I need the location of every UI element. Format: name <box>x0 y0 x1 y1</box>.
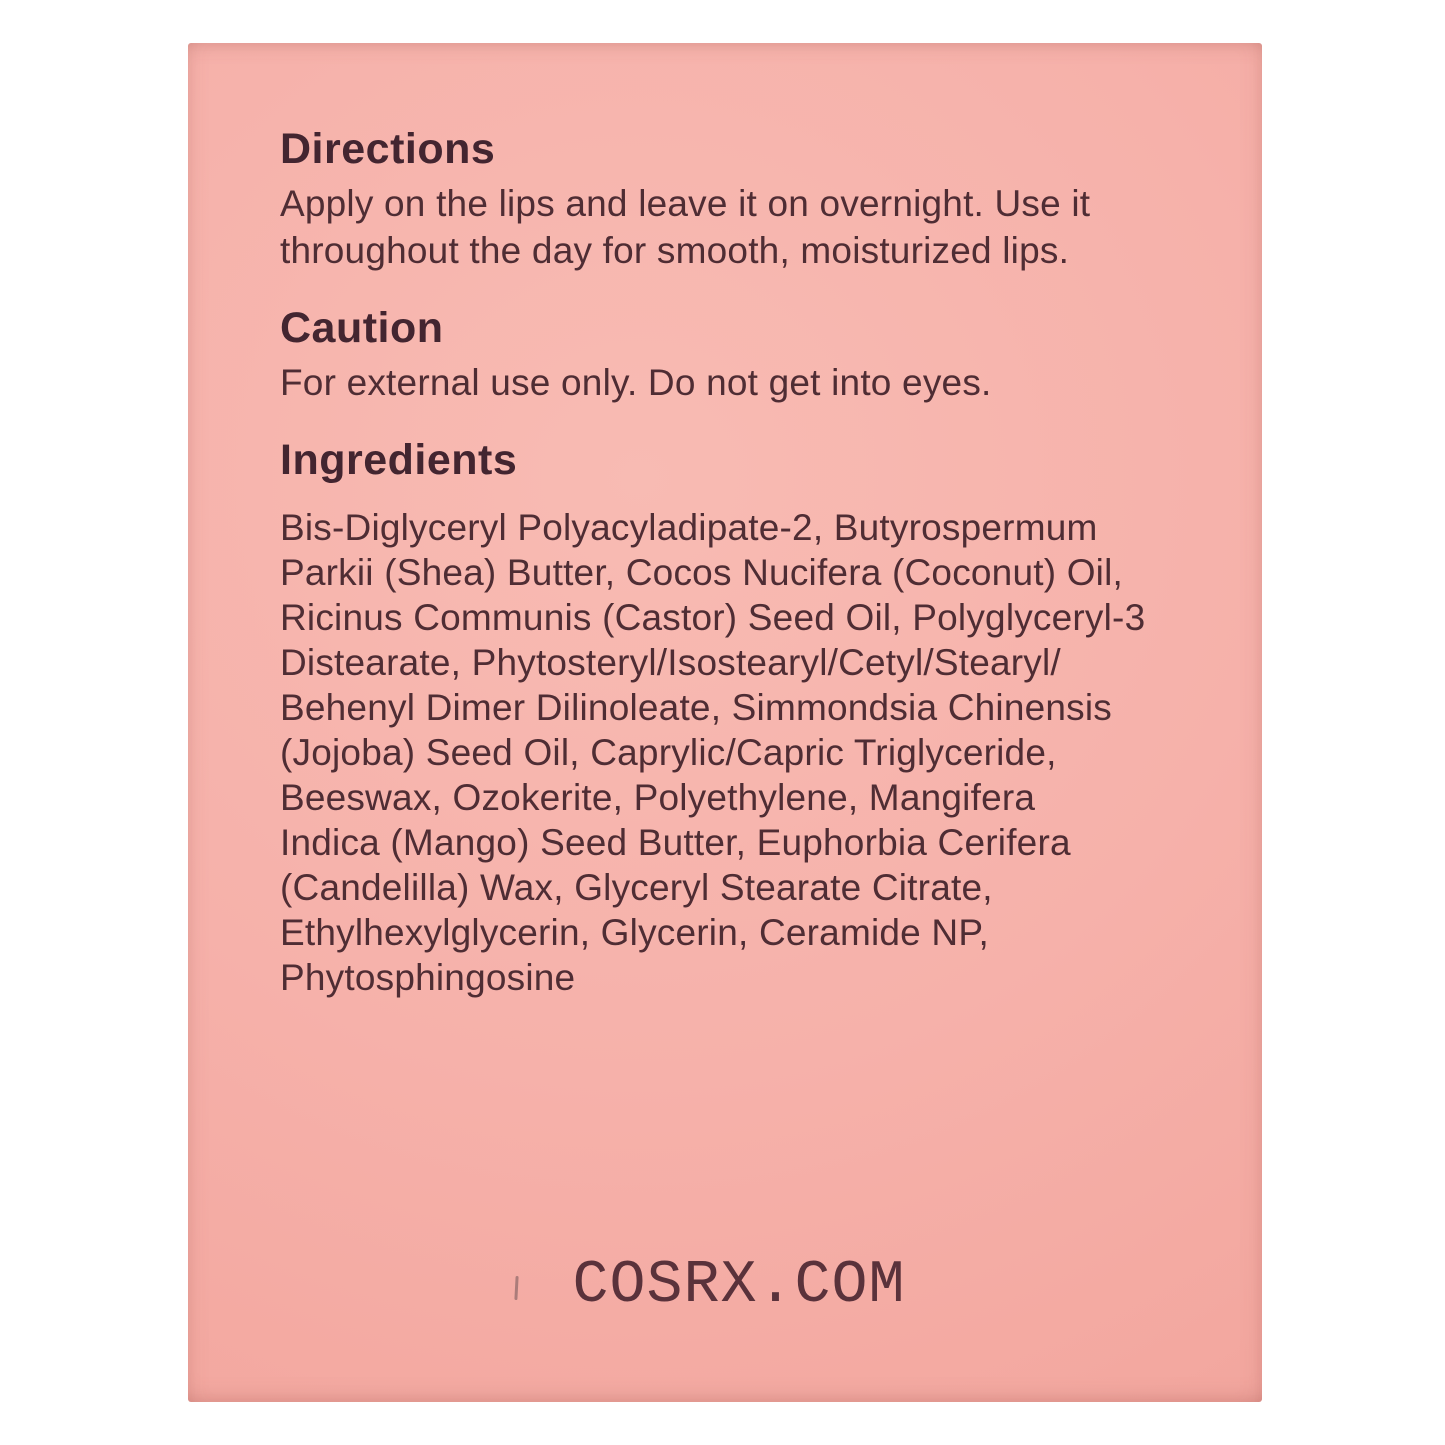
directions-text-line: Apply on the lips and leave it on overnight. Use it <box>280 183 1091 225</box>
ingredients-text-line: Phytosphingosine <box>280 957 576 999</box>
caution-section <box>280 304 1145 406</box>
ingredients-text-line: Ricinus Communis (Castor) Seed Oil, Polyglyceryl-3 <box>280 597 1146 639</box>
footer <box>202 1252 1276 1320</box>
ingredients-text-line: Beeswax, Ozokerite, Polyethylene, Mangifera <box>280 777 1036 819</box>
product-box-back-panel <box>188 43 1262 1402</box>
caution-text-line: For external use only. Do not get into eyes. <box>280 362 992 404</box>
ingredients-text-line: Behenyl Dimer Dilinoleate, Simmondsia Chinensis <box>280 687 1112 729</box>
website-url: COSRX.COM <box>572 1252 906 1320</box>
ingredients-section <box>280 436 1145 1000</box>
ingredients-heading: Ingredients <box>280 436 518 485</box>
ingredients-text-line: Parkii (Shea) Butter, Cocos Nucifera (Coconut) Oil, <box>280 552 1124 594</box>
directions-text-line: throughout the day for smooth, moisturized lips. <box>280 230 1070 272</box>
ingredients-text-line: (Jojoba) Seed Oil, Caprylic/Capric Triglyceride, <box>280 732 1057 774</box>
ingredients-text-line: Ethylhexylglycerin, Glycerin, Ceramide NP, <box>280 912 989 954</box>
ingredients-text-line: Bis-Diglyceryl Polyacyladipate-2, Butyrospermum <box>280 507 1098 549</box>
caution-heading: Caution <box>280 304 444 353</box>
ingredients-text-line: Distearate, Phytosteryl/Isostearyl/Cetyl/Stearyl/ <box>280 642 1061 684</box>
label-text-block <box>280 125 1145 1030</box>
directions-heading: Directions <box>280 125 496 173</box>
ingredients-text-line: Indica (Mango) Seed Butter, Euphorbia Cerifera <box>280 822 1071 864</box>
directions-section <box>280 125 1145 274</box>
ingredients-text-line: (Candelilla) Wax, Glyceryl Stearate Citrate, <box>280 867 993 909</box>
